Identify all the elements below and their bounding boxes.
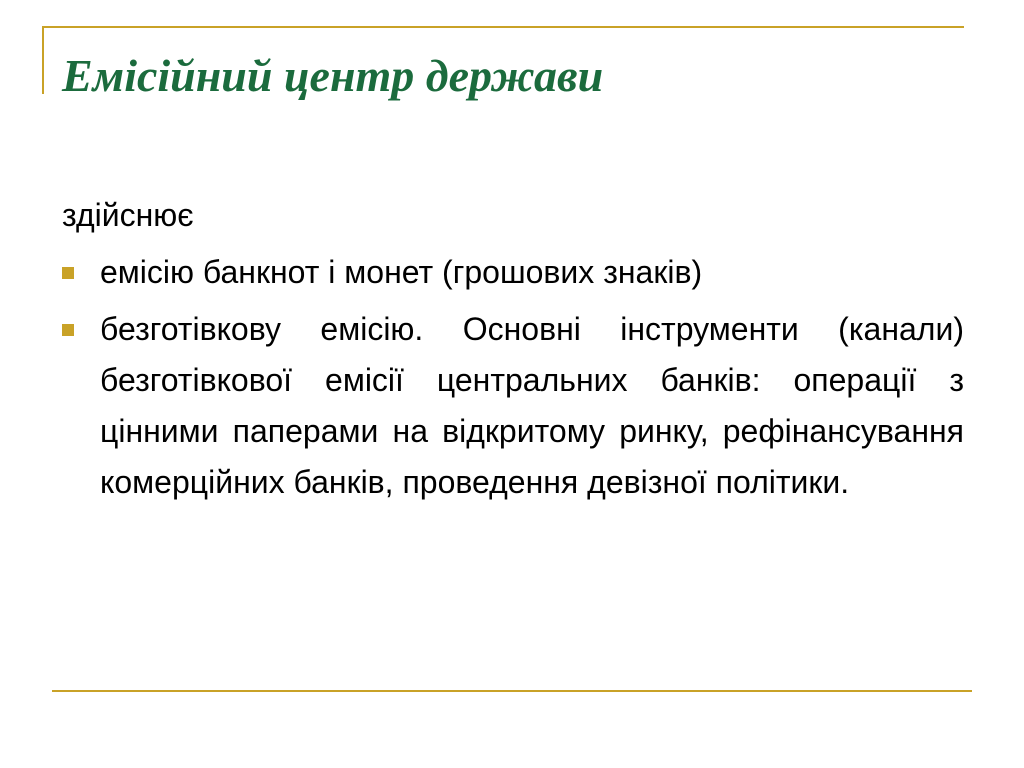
slide-intro-text: здійснює [62, 197, 194, 233]
square-bullet-icon [62, 324, 74, 336]
slide-title: Емісійний центр держави [62, 50, 604, 101]
bullet-list [62, 247, 964, 508]
bullet-item [62, 247, 964, 298]
slide-frame-bottom-line [52, 690, 972, 692]
slide-body [62, 190, 964, 514]
bullet-text: безготівкову емісію. Основні інструменти (канали) безготівкової емісії центральних банків: операції з цінними паперами на відкритому ринку, рефінансування комерційних банків, проведення девізної політики. [100, 311, 964, 500]
slide-frame-left-line [42, 26, 44, 94]
slide-frame-top-line [42, 26, 964, 28]
square-bullet-icon [62, 267, 74, 279]
bullet-text: емісію банкнот і монет (грошових знаків) [100, 254, 703, 290]
bullet-item [62, 304, 964, 508]
